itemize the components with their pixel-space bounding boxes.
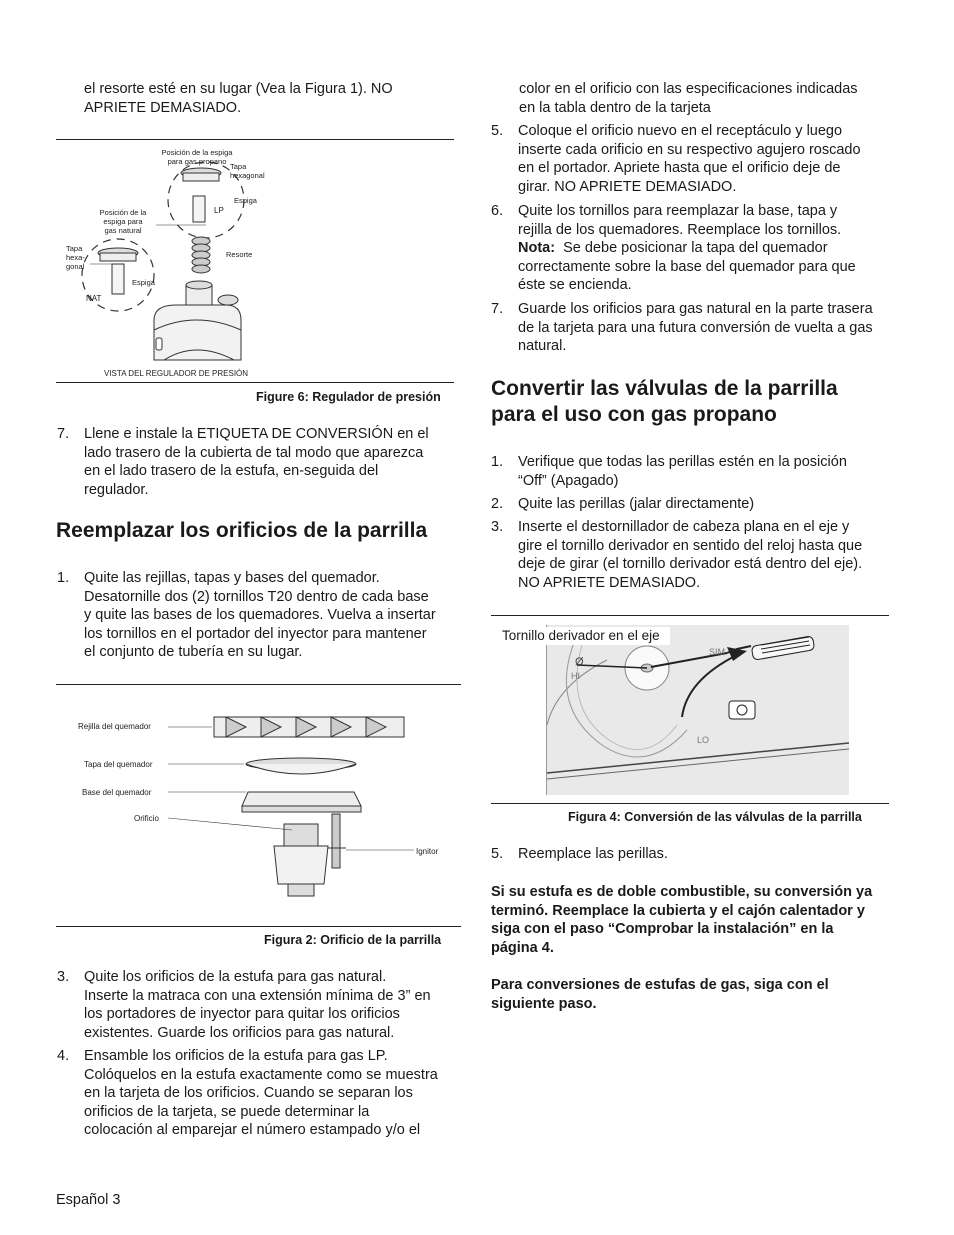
list-number: 7. bbox=[57, 426, 70, 442]
text-line: Verifique que todas las perillas estén en la posición bbox=[518, 454, 847, 470]
text-line: terminó. Reemplace la cubierta y el cajón calentador y bbox=[491, 902, 865, 919]
svg-text:Ø: Ø bbox=[575, 656, 584, 668]
cap-label: Tapa del quemador bbox=[84, 760, 153, 769]
text-line: regulador. bbox=[84, 481, 149, 498]
text-line: deje de girar (el tornillo derivador está dentro del eje). bbox=[518, 556, 863, 573]
list-number: 1. bbox=[57, 570, 70, 586]
text-line: éste se encienda. bbox=[518, 277, 632, 294]
text-line: natural. bbox=[518, 338, 567, 355]
list-text bbox=[518, 202, 856, 295]
text-line: en el lado trasero de la estufa, en-seguida del bbox=[84, 463, 379, 480]
text-line: Quite los orificios de la estufa para gas natural. bbox=[84, 969, 387, 985]
valve-drawing bbox=[547, 625, 849, 795]
figure-6-regulator-illustration bbox=[56, 140, 456, 376]
list-number: 7. bbox=[491, 301, 504, 317]
list-number: 3. bbox=[57, 969, 70, 985]
list-number: 5. bbox=[491, 846, 504, 862]
title-line: Convertir las válvulas de la parrilla bbox=[491, 377, 838, 400]
continued-text bbox=[519, 80, 909, 117]
text-line: inserte cada orificio en su respectivo agujero roscado bbox=[518, 141, 861, 158]
page-footer: Español 3 bbox=[56, 1192, 121, 1208]
text-line: Quite las rejillas, tapas y bases del quemador. bbox=[84, 570, 380, 586]
text-line: Inserte el destornillador de cabeza plana en el eje y bbox=[518, 519, 850, 535]
list-number: 3. bbox=[491, 519, 504, 535]
text-line: Coloque el orificio nuevo en el receptáculo y luego bbox=[518, 123, 843, 139]
list-number: 6. bbox=[491, 203, 504, 219]
nat-label: NAT bbox=[86, 294, 102, 303]
text-line: girar. NO APRIETE DEMASIADO. bbox=[518, 178, 737, 195]
list-number: 4. bbox=[57, 1048, 70, 1064]
list-text bbox=[518, 495, 754, 514]
lo-label: LO bbox=[697, 735, 710, 745]
figure-4-callout: Tornillo derivador en el eje bbox=[500, 627, 670, 645]
text-line: siguiente paso. bbox=[491, 995, 597, 1012]
list-text bbox=[84, 425, 429, 499]
figure-2-orifice-illustration bbox=[56, 690, 461, 920]
text-line: lado trasero de la cubierta de tal modo que aparezca bbox=[84, 444, 424, 461]
list-number: 1. bbox=[491, 454, 504, 470]
text-line: color en el orificio con las especificaciones indicadas bbox=[519, 81, 858, 97]
list-text bbox=[518, 845, 668, 864]
gas-range-note bbox=[491, 976, 911, 1013]
text-line: colocación al emparejar el número estampado y/o el bbox=[84, 1122, 421, 1139]
list-text bbox=[518, 518, 862, 592]
text-line: Para conversiones de estufas de gas, siga con el bbox=[491, 977, 829, 993]
intro-text bbox=[84, 80, 464, 117]
hex-cap-left-label: Tapa hexa-gonal bbox=[66, 244, 85, 271]
section-title-orifices: Reemplazar los orificios de la parrilla bbox=[56, 519, 428, 542]
text-line: orificios de la tarjeta, se puede determinar la bbox=[84, 1103, 370, 1120]
text-line: rejilla de los quemadores. Reemplace los tornillos. bbox=[518, 221, 842, 238]
text-line: página 4. bbox=[491, 939, 554, 956]
orifice-label: Orificio bbox=[134, 814, 159, 823]
view-label: VISTA DEL REGULADOR DE PRESIÓN bbox=[104, 369, 249, 376]
figure-6-bottom-rule bbox=[56, 382, 454, 383]
text-line: NO APRIETE DEMASIADO. bbox=[518, 574, 701, 591]
text-line: “Off” (Apagado) bbox=[518, 472, 619, 489]
lp-label: LP bbox=[214, 206, 224, 215]
text-line: Desatornille dos (2) tornillos T20 dentro de cada base bbox=[84, 588, 429, 605]
text-line: Ensamble los orificios de la estufa para gas LP. bbox=[84, 1048, 388, 1064]
sim-label: SIM bbox=[709, 647, 726, 657]
list-text bbox=[518, 453, 847, 490]
spring-label: Resorte bbox=[226, 250, 253, 259]
text-line: Reemplace las perillas. bbox=[518, 846, 668, 862]
list-number: 2. bbox=[491, 496, 504, 512]
intro-line: APRIETE DEMASIADO. bbox=[84, 99, 242, 116]
text-line: los tornillos en el portador del inyector para mantener bbox=[84, 625, 427, 642]
figure-4-top-rule bbox=[491, 615, 889, 616]
note-label: Nota: bbox=[518, 240, 556, 257]
figure-2-bottom-rule bbox=[56, 926, 461, 927]
hi-label: HI bbox=[571, 671, 580, 681]
figure-4-valve-illustration bbox=[546, 625, 849, 795]
ignitor-label: Ignitor bbox=[416, 847, 439, 856]
list-number: 5. bbox=[491, 123, 504, 139]
list-text bbox=[518, 122, 861, 196]
text-line: Colóquelos en la estufa exactamente como se muestra bbox=[84, 1066, 438, 1083]
figure-4-bottom-rule bbox=[491, 803, 889, 804]
hex-cap-top-label: Tapa hexagonal bbox=[230, 162, 265, 180]
dual-fuel-note bbox=[491, 883, 911, 957]
base-label: Base del quemador bbox=[82, 788, 152, 797]
text-line: el conjunto de tubería en su lugar. bbox=[84, 644, 303, 661]
text-line: en el portador. Apriete hasta que el orificio deje de bbox=[518, 160, 841, 177]
text-line: Quite las perillas (jalar directamente) bbox=[518, 496, 755, 512]
list-text bbox=[84, 569, 436, 662]
text-line: Si su estufa es de doble combustible, su conversión ya bbox=[491, 884, 873, 900]
figure-4-caption: Figura 4: Conversión de las válvulas de la parrilla bbox=[568, 810, 862, 824]
text-line: Quite los tornillos para reemplazar la base, tapa y bbox=[518, 203, 838, 219]
lp-spigot-position-label: Posición de la espiga para gas propano bbox=[161, 148, 233, 166]
grate-label: Rejilla del quemador bbox=[78, 722, 151, 731]
section-title-valves bbox=[491, 376, 838, 428]
text-line: correctamente sobre la base del quemador para que bbox=[518, 258, 856, 275]
text-line: siga con el paso “Comprobar la instalación” en la bbox=[491, 921, 834, 938]
list-text bbox=[518, 300, 873, 356]
text-line: en la tabla dentro de la tarjeta bbox=[519, 99, 711, 116]
note-text: Se debe posicionar la tapa del quemador bbox=[555, 240, 828, 257]
title-line: para el uso con gas propano bbox=[491, 403, 777, 426]
text-line: gire el tornillo derivador en sentido del reloj hasta que bbox=[518, 537, 863, 554]
figure-2-caption: Figura 2: Orificio de la parrilla bbox=[264, 933, 442, 947]
figure-6-caption: Figure 6: Regulador de presión bbox=[256, 390, 441, 404]
list-text bbox=[84, 1047, 438, 1140]
nat-spigot-position-label: Posición de la espiga para gas natural bbox=[99, 208, 147, 235]
text-line: Guarde los orificios para gas natural en la parte trasera bbox=[518, 301, 873, 317]
list-text bbox=[84, 968, 431, 1042]
spigot-left-label: Espiga bbox=[132, 278, 155, 287]
text-line: Llene e instale la ETIQUETA DE CONVERSIÓN en el bbox=[84, 426, 429, 442]
figure-2-top-rule bbox=[56, 684, 461, 685]
text-line: existentes. Guarde los orificios para gas natural. bbox=[84, 1024, 395, 1041]
text-line: de la tarjeta para una futura conversión de vuelta a gas bbox=[518, 319, 873, 336]
note-line bbox=[518, 239, 856, 258]
text-line: los portadores de inyector para quitar los orificios bbox=[84, 1006, 400, 1023]
intro-line: el resorte esté en su lugar (Vea la Figura 1). NO bbox=[84, 81, 393, 97]
text-line: Inserte la matraca con una extensión mínima de 3” en bbox=[84, 987, 431, 1004]
text-line: y quite las bases de los quemadores. Vuelva a insertar bbox=[84, 607, 436, 624]
spigot-top-label: Espiga bbox=[234, 196, 257, 205]
text-line: en la tarjeta de los orificios. Cuando se separan los bbox=[84, 1085, 413, 1102]
